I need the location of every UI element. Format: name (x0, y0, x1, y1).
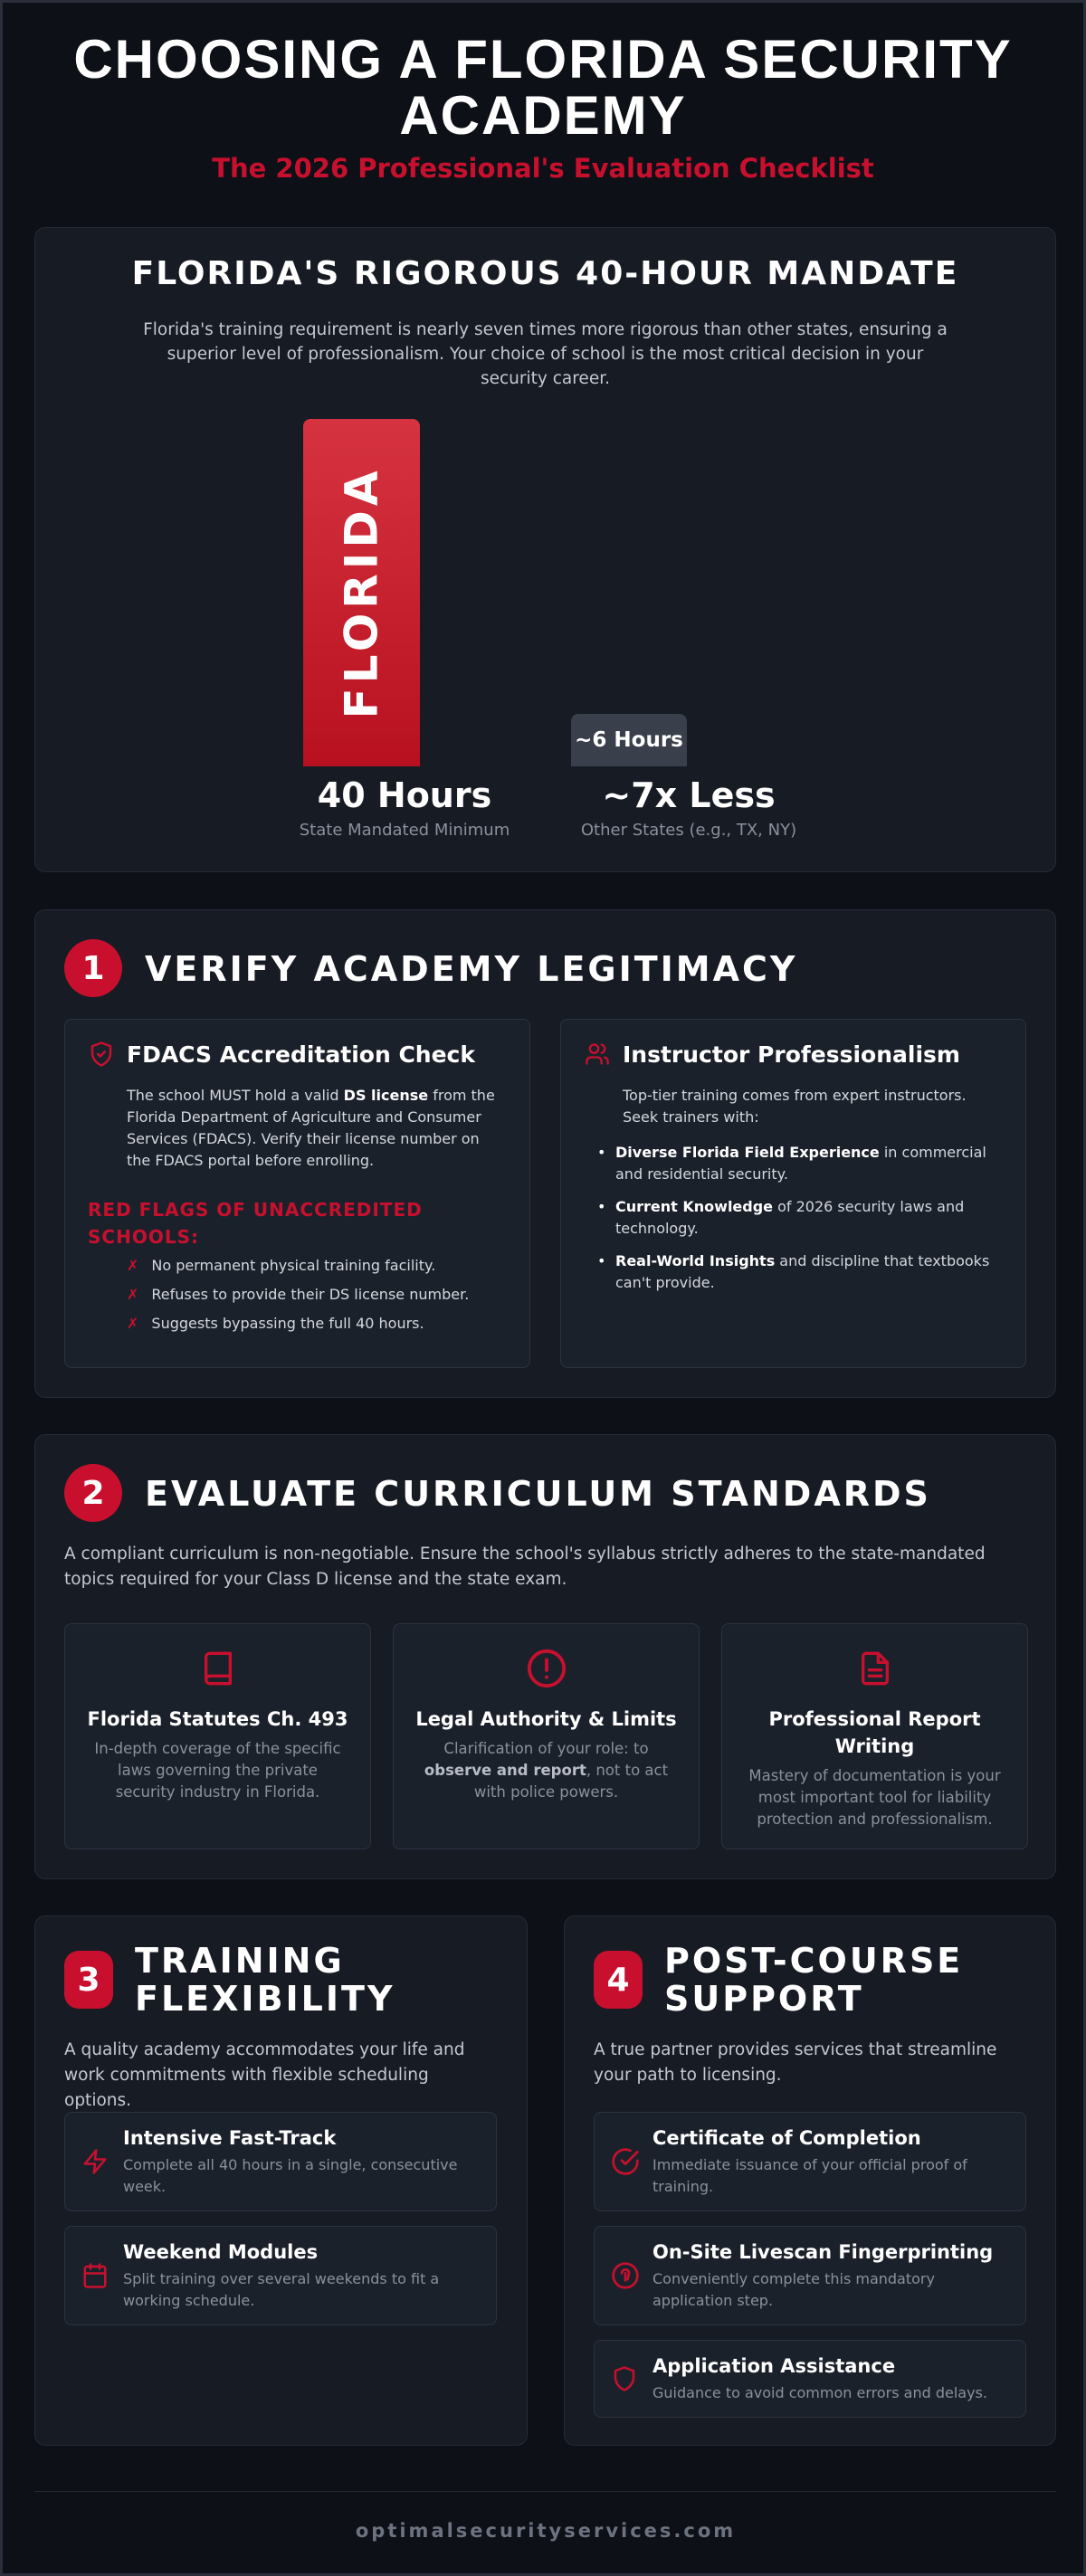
section-number-badge: 1 (64, 939, 122, 997)
other-label-group (553, 775, 824, 840)
option-desc: Split training over several weekends to fit a working schedule. (123, 2270, 440, 2309)
x-mark-icon: ✗ (127, 1286, 139, 1303)
service-title: Certificate of Completion (653, 2127, 921, 2149)
check-circle-icon (611, 2147, 640, 2176)
section-title: VERIFY ACADEMY LEGITIMACY (145, 949, 798, 989)
shield-check-icon (88, 1040, 115, 1069)
option-title: Intensive Fast-Track (123, 2127, 337, 2149)
support-intro: A true partner provides services that streamline your path to licensing. (594, 2040, 997, 2085)
flexibility-intro: A quality academy accommodates your life and work commitments with flexible scheduling options. (64, 2040, 465, 2110)
service-title: On-Site Livescan Fingerprinting (653, 2241, 994, 2263)
fdacs-text: The school MUST hold a valid DS license from the Florida Department of Agriculture and Consumer Services (FDACS). Verify their license number on the FDACS portal before enrolling. (127, 1087, 495, 1169)
service-certificate (594, 2112, 1026, 2211)
option-fast-track (64, 2112, 497, 2211)
florida-label-group (287, 775, 522, 840)
x-mark-icon: ✗ (127, 1257, 139, 1274)
section-curriculum (34, 1434, 1056, 1879)
florida-bar-label: FLORIDA (335, 466, 388, 719)
shield-icon (611, 2364, 638, 2393)
users-icon (582, 1041, 613, 1067)
other-hours-value: ~7x Less (602, 775, 776, 815)
red-flags-heading: RED FLAGS OF UNACCREDITED SCHOOLS: (88, 1199, 423, 1248)
footer-divider (34, 2491, 1056, 2492)
curriculum-card-desc: Clarification of your role: to observe and report, not to act with police powers. (424, 1740, 669, 1801)
curriculum-card-legal-authority (393, 1623, 700, 1849)
book-icon (200, 1648, 236, 1689)
section-title: EVALUATE CURRICULUM STANDARDS (145, 1474, 931, 1514)
curriculum-card-title: Legal Authority & Limits (415, 1708, 677, 1730)
service-title: Application Assistance (653, 2355, 896, 2377)
curriculum-card-desc: In-depth coverage of the specific laws governing the private security industry in Florida. (94, 1740, 341, 1801)
section-verify-legitimacy (34, 909, 1056, 1398)
service-desc: Guidance to avoid common errors and delays. (653, 2384, 987, 2401)
curriculum-card-report-writing (721, 1623, 1028, 1849)
curriculum-intro: A compliant curriculum is non-negotiable. Ensure the school's syllabus strictly adheres to the state-mandated topics required for your Class D license and the state exam. (64, 1545, 986, 1589)
instructor-title: Instructor Professionalism (623, 1041, 960, 1068)
instructor-card (560, 1019, 1026, 1368)
service-desc: Conveniently complete this mandatory application step. (653, 2270, 935, 2309)
page-title: CHOOSING A FLORIDA SECURITY ACADEMY (73, 29, 1013, 146)
section-title: TRAINING FLEXIBILITY (135, 1941, 395, 2019)
list-item: • Current Knowledge of 2026 security laws and technology. (597, 1196, 996, 1240)
list-item: ✗ Refuses to provide their DS license number. (127, 1286, 470, 1303)
other-hours-caption: Other States (e.g., TX, NY) (580, 821, 797, 840)
section-number-badge: 2 (64, 1464, 122, 1522)
list-item: ✗ No permanent physical training facility. (127, 1257, 436, 1274)
florida-bar (303, 419, 420, 766)
service-livescan (594, 2226, 1026, 2325)
service-application-assistance (594, 2340, 1026, 2418)
florida-hours-value: 40 Hours (317, 775, 492, 815)
section-title: POST-COURSE SUPPORT (664, 1941, 964, 2019)
x-mark-icon: ✗ (127, 1315, 139, 1332)
option-desc: Complete all 40 hours in a single, consecutive week. (123, 2156, 458, 2195)
section-training-flexibility (34, 1915, 528, 2446)
section-number-badge: 3 (64, 1951, 113, 2009)
lightning-icon (81, 2147, 109, 2176)
other-states-bar: ~6 Hours (571, 714, 687, 766)
instructor-intro: Top-tier training comes from expert instructors. Seek trainers with: (623, 1087, 967, 1126)
curriculum-card-desc: Mastery of documentation is your most important tool for liability protection and professionalism. (748, 1767, 1001, 1828)
header (3, 3, 1083, 184)
florida-hours-caption: State Mandated Minimum (299, 821, 510, 840)
option-title: Weekend Modules (123, 2241, 319, 2263)
section-post-course-support (564, 1915, 1056, 2446)
section-number-badge: 4 (594, 1951, 643, 2009)
curriculum-card-title: Florida Statutes Ch. 493 (87, 1708, 348, 1730)
curriculum-card-title: Professional Report Writing (768, 1708, 981, 1757)
red-flags-list (127, 1257, 469, 1344)
mandate-description: Florida's training requirement is nearly seven times more rigorous than other states, ensuring a superior level of professionalism. Your choice of school is the most critical decision in your security career. (143, 320, 948, 388)
service-desc: Immediate issuance of your official proof of training. (653, 2156, 967, 2195)
alert-circle-icon (526, 1648, 567, 1689)
calendar-icon (81, 2261, 109, 2290)
footer-domain: optimalsecurityservices.com (355, 2520, 737, 2542)
mandate-heading: FLORIDA'S RIGOROUS 40-HOUR MANDATE (131, 255, 959, 292)
instructor-qualities-list (597, 1142, 996, 1305)
fingerprint-icon (611, 2261, 640, 2290)
list-item: ✗ Suggests bypassing the full 40 hours. (127, 1315, 424, 1332)
list-item: • Real-World Insights and discipline that textbooks can't provide. (597, 1250, 996, 1294)
fdacs-accreditation-card (64, 1019, 530, 1368)
option-weekend-modules (64, 2226, 497, 2325)
curriculum-card-statutes (64, 1623, 371, 1849)
list-item: • Diverse Florida Field Experience in commercial and residential security. (597, 1142, 996, 1185)
page-subtitle: The 2026 Professional's Evaluation Checklist (212, 153, 874, 184)
document-icon (857, 1648, 893, 1689)
mandate-card (34, 227, 1056, 872)
fdacs-title: FDACS Accreditation Check (127, 1041, 475, 1068)
